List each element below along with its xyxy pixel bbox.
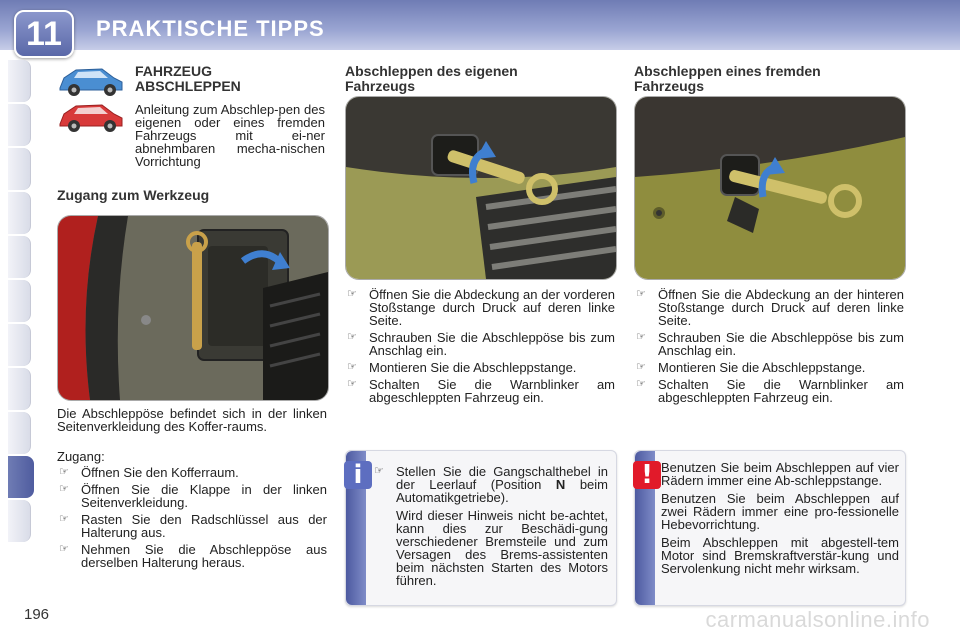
step-text: Öffnen Sie die Abdeckung an der hinteren Stoßstange durch Druck auf deren linke Seite. <box>658 287 904 328</box>
chapter-tabs <box>0 60 34 570</box>
intro-title-line2: ABSCHLEPPEN <box>135 78 241 94</box>
own-vehicle-heading-line1: Abschleppen des eigenen <box>345 63 518 79</box>
step-text: Montieren Sie die Abschleppstange. <box>369 360 577 375</box>
watermark: carmanualsonline.info <box>705 607 930 632</box>
info-box-content <box>372 465 608 587</box>
intro-title <box>135 64 241 94</box>
hand-pointer-icon: ☞ <box>636 288 646 300</box>
info-box-bullet <box>372 465 608 504</box>
chapter-tab[interactable] <box>8 60 31 102</box>
own-vehicle-step <box>345 378 615 404</box>
info-box-bold: N <box>555 477 566 492</box>
step-text: Schalten Sie die Warnblinker am abgeschleppten Fahrzeug ein. <box>658 377 904 405</box>
info-icon: i <box>344 461 372 489</box>
tool-steps-list <box>57 466 327 573</box>
step-text: Öffnen Sie die Abdeckung an der vorderen Stoßstange durch Druck auf deren linke Seite. <box>369 287 615 328</box>
hand-pointer-icon: ☞ <box>347 378 357 390</box>
info-box <box>345 450 617 606</box>
front-bumper-photo <box>345 96 617 280</box>
other-vehicle-step <box>634 288 904 327</box>
chapter-tab[interactable] <box>8 148 31 190</box>
warning-paragraph: Benutzen Sie beim Abschleppen auf zwei Rädern immer eine pro-fessionelle Hebevorrichtung. <box>661 491 899 532</box>
own-vehicle-step <box>345 288 615 327</box>
other-vehicle-steps-list <box>634 288 904 408</box>
hand-pointer-icon: ☞ <box>636 378 646 390</box>
tool-step <box>57 513 327 539</box>
hand-pointer-icon: ☞ <box>347 361 357 373</box>
chapter-number-badge: 11 <box>14 10 74 58</box>
chapter-header <box>0 0 960 53</box>
info-box-text: Stellen Sie die Gangschalthebel in der Leerlauf (Position <box>396 464 608 492</box>
car-icon-top <box>56 64 126 98</box>
tool-step <box>57 543 327 569</box>
intro-title-line1: FAHRZEUG <box>135 63 212 79</box>
rear-bumper-photo <box>634 96 906 280</box>
own-vehicle-step <box>345 331 615 357</box>
chapter-tab[interactable] <box>8 368 31 410</box>
other-vehicle-step <box>634 361 904 374</box>
info-box-text: beim Automatikgetriebe). <box>396 477 608 505</box>
other-vehicle-heading <box>634 64 821 94</box>
hand-pointer-icon: ☞ <box>347 288 357 300</box>
page-number: 196 <box>24 606 50 623</box>
chapter-tab[interactable] <box>8 192 31 234</box>
other-vehicle-heading-line1: Abschleppen eines fremden <box>634 63 821 79</box>
step-text: Schrauben Sie die Abschleppöse bis zum Anschlag ein. <box>369 330 615 358</box>
hand-pointer-icon: ☞ <box>636 361 646 373</box>
tool-step <box>57 466 327 479</box>
other-vehicle-heading-line2: Fahrzeugs <box>634 78 705 94</box>
tool-section-desc: Die Abschleppöse befindet sich in der linken Seitenverkleidung des Koffer-raums. <box>57 406 327 434</box>
own-vehicle-heading <box>345 64 518 94</box>
warning-icon: ! <box>633 461 661 489</box>
step-text: Nehmen Sie die Abschleppöse aus derselben Halterung heraus. <box>81 542 327 570</box>
trunk-photo <box>57 215 329 401</box>
intro-text: Anleitung zum Abschlep-pen des eigenen oder eines fremden Fahrzeugs mit ei-ner abnehmbaren mecha-nischen Vorrichtung <box>135 102 325 169</box>
step-text: Montieren Sie die Abschleppstange. <box>658 360 866 375</box>
chapter-tab[interactable] <box>8 104 31 146</box>
car-icon-bottom <box>56 100 126 134</box>
tool-step <box>57 483 327 509</box>
chapter-tab-active[interactable] <box>8 456 34 498</box>
step-text: Schrauben Sie die Abschleppöse bis zum Anschlag ein. <box>658 330 904 358</box>
step-text: Öffnen Sie die Klappe in der linken Seitenverkleidung. <box>81 482 327 510</box>
chapter-tab[interactable] <box>8 236 31 278</box>
hand-pointer-icon: ☞ <box>347 331 357 343</box>
hand-pointer-icon: ☞ <box>59 513 69 525</box>
other-vehicle-step <box>634 331 904 357</box>
chapter-tab[interactable] <box>8 412 31 454</box>
hand-pointer-icon: ☞ <box>59 466 69 478</box>
own-vehicle-heading-line2: Fahrzeugs <box>345 78 416 94</box>
own-vehicle-steps-list <box>345 288 615 408</box>
step-text: Öffnen Sie den Kofferraum. <box>81 465 239 480</box>
hand-pointer-icon: ☞ <box>59 543 69 555</box>
info-box-note: Wird dieser Hinweis nicht be-achtet, kann dies zur Beschädi-gung verschiedener Bremsteile und zum Versagen des Brems-assistenten beim nächsten Starten des Motors führen. <box>396 508 608 588</box>
step-text: Schalten Sie die Warnblinker am abgeschleppten Fahrzeug ein. <box>369 377 615 405</box>
chapter-title: PRAKTISCHE TIPPS <box>96 16 325 41</box>
other-vehicle-step <box>634 378 904 404</box>
warning-box <box>634 450 906 606</box>
warning-paragraph: Beim Abschleppen mit abgestell-tem Motor sind Bremskraftverstär-kung und Servolenkung nicht mehr wirksam. <box>661 535 899 576</box>
chapter-tab[interactable] <box>8 500 31 542</box>
step-text: Rasten Sie den Radschlüssel aus der Halterung aus. <box>81 512 327 540</box>
own-vehicle-step <box>345 361 615 374</box>
chapter-tab[interactable] <box>8 324 31 366</box>
hand-pointer-icon: ☞ <box>59 483 69 495</box>
hand-pointer-icon: ☞ <box>374 465 384 477</box>
warning-paragraph: Benutzen Sie beim Abschleppen auf vier Rädern immer eine Ab-schleppstange. <box>661 460 899 488</box>
tool-section-heading: Zugang zum Werkzeug <box>57 187 210 203</box>
tool-section-lead: Zugang: <box>57 449 105 464</box>
chapter-tab[interactable] <box>8 280 31 322</box>
warning-box-content <box>661 461 899 580</box>
hand-pointer-icon: ☞ <box>636 331 646 343</box>
